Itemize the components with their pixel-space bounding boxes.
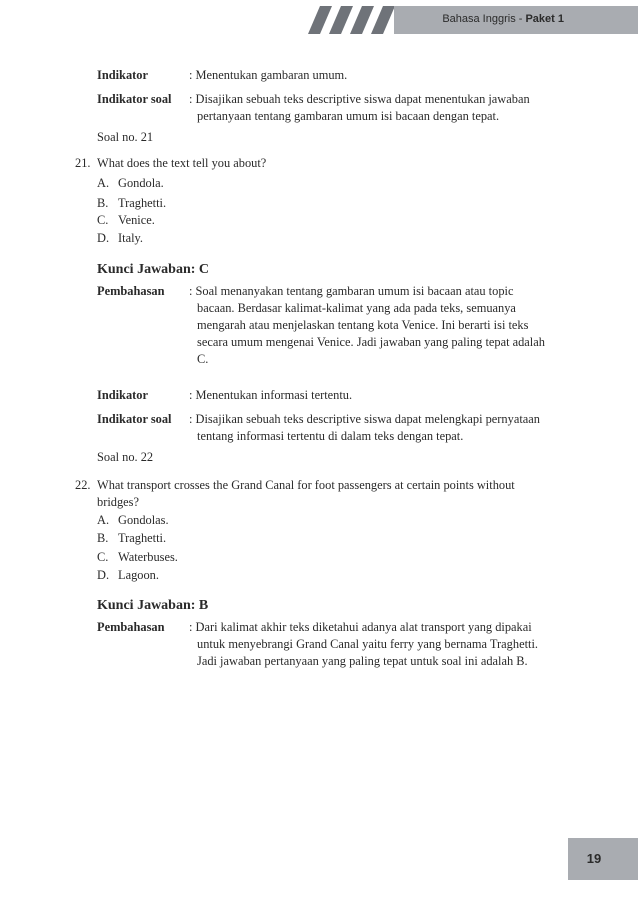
indikator-label: Indikator: [97, 68, 148, 82]
option-letter: C.: [97, 213, 109, 227]
indikator-value: : Menentukan gambaran umum.: [189, 68, 348, 82]
indikator-soal-line: : Disajikan sebuah teks descriptive siswa dapat menentukan jawaban: [189, 92, 530, 106]
option-d: [97, 230, 143, 247]
option-c: [97, 549, 178, 566]
option-letter: B.: [97, 531, 109, 545]
indikator-value: : Menentukan informasi tertentu.: [189, 388, 353, 402]
question-line: bridges?: [97, 495, 139, 509]
option-a: [97, 175, 164, 192]
option-text: Italy.: [118, 231, 143, 245]
option-letter: A.: [97, 513, 110, 527]
indikator-soal-line: : Disajikan sebuah teks descriptive siswa dapat melengkapi pernyataan: [189, 412, 540, 426]
option-text: Traghetti.: [118, 196, 167, 210]
option-c: [97, 212, 155, 229]
indikator-soal-value: [189, 91, 574, 125]
pembahasan-label: Pembahasan: [97, 284, 165, 298]
option-letter: D.: [97, 568, 110, 582]
indikator-label: Indikator: [97, 388, 148, 402]
pembahasan-line: : Soal menanyakan tentang gambaran umum isi bacaan atau topic: [189, 284, 514, 298]
question-text: What does the text tell you about?: [97, 156, 267, 170]
soal-number: Soal no. 21: [97, 130, 154, 144]
pembahasan-line: untuk menyebrangi Grand Canal yaitu ferry yang bernama Traghetti.: [197, 637, 538, 651]
option-b: [97, 195, 166, 212]
option-text: Waterbuses.: [118, 550, 178, 564]
pembahasan-line: mengarah atau menjelaskan tentang kota Venice. Ini berarti isi teks: [197, 318, 529, 332]
question-number: 22.: [75, 478, 91, 492]
pembahasan-line: Jadi jawaban pertanyaan yang paling tepat untuk soal ini adalah B.: [197, 654, 528, 668]
pembahasan-line: C.: [197, 352, 209, 366]
pembahasan-line: : Dari kalimat akhir teks diketahui adanya alat transport yang dipakai: [189, 620, 532, 634]
pembahasan-line: secara umum mengenai Venice. Jadi jawaban yang paling tepat adalah: [197, 335, 545, 349]
question-line: What transport crosses the Grand Canal for foot passengers at certain points without: [97, 478, 515, 492]
header-stripes-decoration: [308, 6, 398, 34]
header-packet: Paket 1: [525, 13, 564, 25]
pembahasan-text: [189, 619, 574, 670]
option-text: Gondola.: [118, 176, 164, 190]
option-text: Traghetti.: [118, 531, 167, 545]
question-number: 21.: [75, 156, 91, 170]
indikator-soal-value: [189, 411, 574, 445]
option-letter: C.: [97, 550, 109, 564]
indikator-soal-line: pertanyaan tentang gambaran umum isi bacaan dengan tepat.: [197, 109, 500, 123]
soal-number: Soal no. 22: [97, 450, 154, 464]
option-text: Lagoon.: [118, 568, 159, 582]
option-a: [97, 512, 169, 529]
option-letter: B.: [97, 196, 109, 210]
pembahasan-label: Pembahasan: [97, 620, 165, 634]
option-text: Venice.: [118, 213, 155, 227]
header-title: [442, 13, 564, 25]
indikator-soal-line: tentang informasi tertentu di dalam teks dengan tepat.: [197, 429, 464, 443]
indikator-soal-label: Indikator soal: [97, 412, 172, 426]
answer-key: Kunci Jawaban: B: [97, 598, 209, 613]
option-b: [97, 530, 166, 547]
option-text: Gondolas.: [118, 513, 169, 527]
indikator-soal-label: Indikator soal: [97, 92, 172, 106]
page-number: 19: [586, 851, 602, 866]
header-subject: Bahasa Inggris -: [442, 13, 526, 25]
option-letter: D.: [97, 231, 110, 245]
page-number-box: [568, 838, 638, 880]
pembahasan-line: bacaan. Berdasar kalimat-kalimat yang ada pada teks, semuanya: [197, 301, 516, 315]
option-d: [97, 567, 159, 584]
option-letter: A.: [97, 176, 110, 190]
question-text: [97, 477, 557, 511]
answer-key: Kunci Jawaban: C: [97, 262, 210, 277]
pembahasan-text: [189, 283, 574, 368]
